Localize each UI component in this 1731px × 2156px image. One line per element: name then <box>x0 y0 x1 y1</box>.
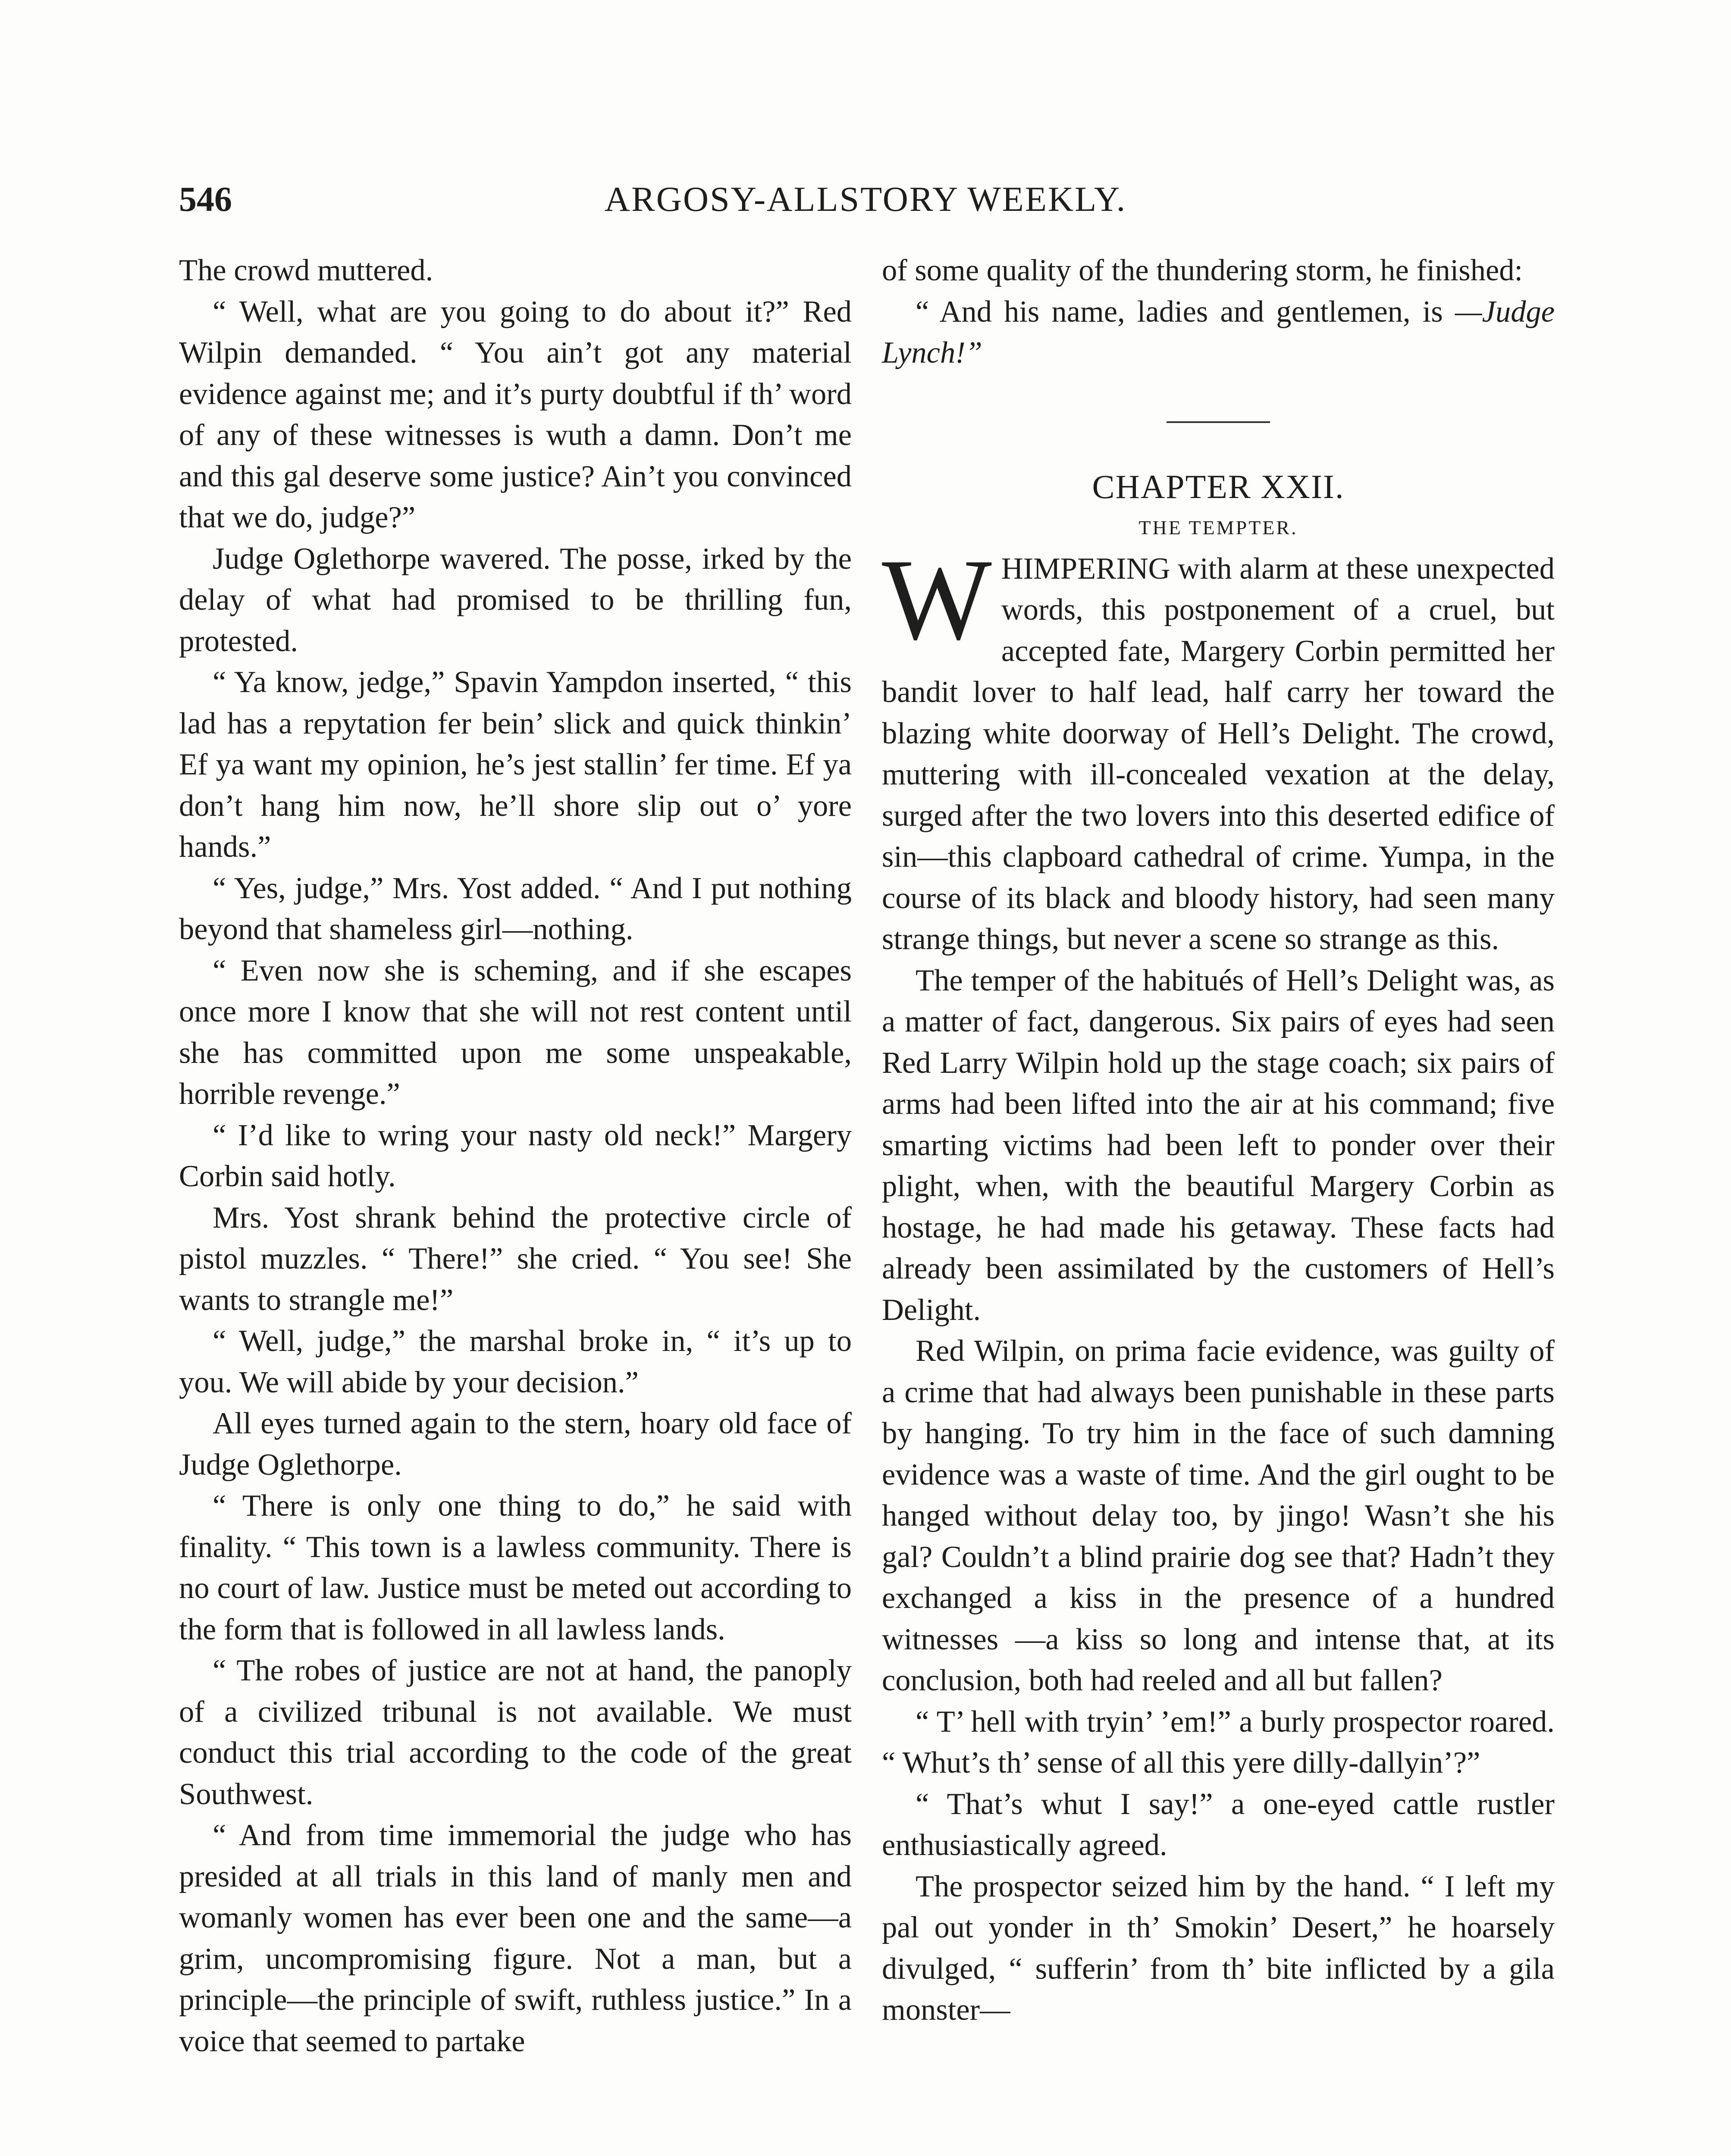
paragraph: The crowd muttered. <box>179 254 433 287</box>
paragraph: “ That’s whut I say!” a one-eyed cattle rustler enthusiastically agreed. <box>882 1787 1555 1862</box>
page-number: 546 <box>179 179 232 219</box>
chapter-title: CHAPTER XXII. <box>1092 467 1345 505</box>
paragraph: “ And from time immemorial the judge who has presided at all trials in this land of manly men and womanly women has ever been one and the same—a grim, uncompromising figure. Not a man, but a principle—the principle of swift, ruthless justice.” In a voice that seemed to partake <box>179 1818 852 2058</box>
closing-paragraph <box>882 291 1555 374</box>
paragraph: The prospector seized him by the hand. “ I left my pal out yonder in th’ Smokin’ Desert,” he hoarsely divulged, “ sufferin’ from th’ bite inflicted by a gila monster— <box>882 1869 1555 2027</box>
page-header <box>179 170 1552 235</box>
closing-line: “ And his name, ladies and gentlemen, is <box>916 295 1455 329</box>
paragraph: “ Well, judge,” the marshal broke in, “ it’s up to you. We will abide by your decision.” <box>179 1324 852 1399</box>
paragraph: “ Even now she is scheming, and if she escapes once more I know that she will not rest content until she has committed upon me some unspeakable, horrible revenge.” <box>179 953 852 1111</box>
judge-lynch-italic: —Judge Lynch!” <box>882 295 1555 370</box>
running-title: ARGOSY-ALLSTORY WEEKLY. <box>604 179 1127 219</box>
paragraph: Judge Oglethorpe wavered. The posse, irked by the delay of what had promised to be thrilling fun, protested. <box>179 542 852 658</box>
paragraph: Mrs. Yost shrank behind the protective circle of pistol muzzles. “ There!” she cried. “ You see! She wants to strangle me!” <box>179 1200 852 1317</box>
paragraph: Red Wilpin, on prima facie evidence, was guilty of a crime that had always been punishable in these parts by hanging. To try him in the face of such damning evidence was a waste of time. And the girl ought to be hanged without delay too, by jingo! Wasn’t she his gal? Couldn’t a blind prairie dog see that? Hadn’t they exchanged a kiss in the presence of a hundred witnesses —a kiss so long and intense that, at its conclusion, both had reeled and all but fallen? <box>882 1334 1555 1697</box>
left-column <box>179 250 852 2062</box>
drop-cap-letter: W <box>882 535 992 664</box>
paragraph: “ Ya know, jedge,” Spavin Yampdon inserted, “ this lad has a repytation fer bein’ slick and quick thinkin’ Ef ya want my opinion, he’s jest stallin’ fer time. Ef ya don’t hang him now, he’ll shore slip out o’ yore hands.” <box>179 665 852 864</box>
paragraph: “ I’d like to wring your nasty old neck!” Margery Corbin said hotly. <box>179 1118 852 1193</box>
paragraph: “ Well, what are you going to do about it?” Red Wilpin demanded. “ You ain’t got any material evidence against me; and it’s purty doubtful if th’ word of any of these witnesses is wuth a damn. Don’t me and this gal deserve some justice? Ain’t you convinced that we do, judge?” <box>179 295 852 534</box>
paragraph: “ There is only one thing to do,” he said with finality. “ This town is a lawless community. There is no court of law. Justice must be meted out according to the form that is followed in all lawless lands. <box>179 1489 852 1646</box>
paragraph: “ Yes, judge,” Mrs. Yost added. “ And I put nothing beyond that shameless girl—nothing. <box>179 871 852 946</box>
opening-paragraph-text: HIMPERING with alarm at these unexpected words, this postponement of a cruel, but accepted fate, Margery Corbin permitted her bandit lover to half lead, half carry her toward the blazing white doorway of Hell’s Delight. The crowd, muttering with ill-concealed vexation at the delay, surged after the two lovers into this deserted edifice of sin—this clapboard cathedral of crime. Yumpa, in the course of its black and bloody history, had seen many strange things, but never a scene so strange as this. <box>882 552 1555 956</box>
paragraph: The temper of the habitués of Hell’s Delight was, as a matter of fact, dangerous. Six pairs of eyes had seen Red Larry Wilpin hold up the stage coach; six pairs of arms had been lifted into the air at his command; five smarting victims had been left to ponder over their plight, when, with the beautiful Margery Corbin as hostage, he had made his getaway. These facts had already been assimilated by the customers of Hell’s Delight. <box>882 963 1555 1327</box>
chapter-subtitle: THE TEMPTER. <box>1138 517 1298 539</box>
paragraph: All eyes turned again to the stern, hoary old face of Judge Oglethorpe. <box>179 1407 852 1482</box>
paragraph: “ The robes of justice are not at hand, the panoply of a civilized tribunal is not available. We must conduct this trial according to the code of the great Southwest. <box>179 1654 852 1811</box>
right-column <box>882 250 1555 2031</box>
section-divider <box>1167 421 1270 423</box>
continuation-paragraph: of some quality of the thundering storm, he finished: <box>882 254 1523 287</box>
opening-paragraph <box>882 535 1555 960</box>
paragraph: “ T’ hell with tryin’ ’em!” a burly prospector roared. “ Whut’s th’ sense of all this yere dilly-dallyin’?” <box>882 1705 1555 1780</box>
